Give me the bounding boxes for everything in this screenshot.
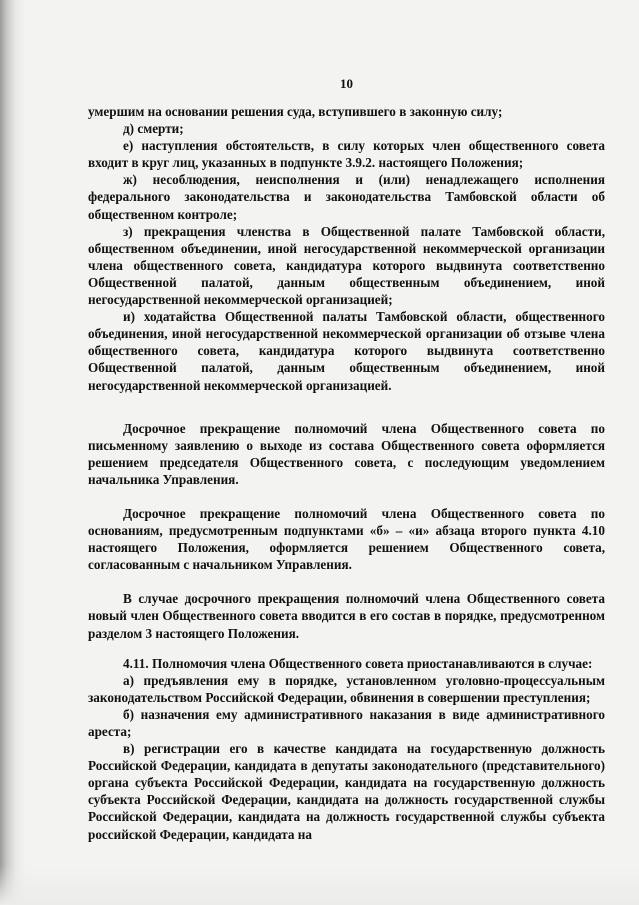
paragraph-continuation: умершим на основании решения суда, вступившего в законную силу; [88,104,503,119]
clause-4-11: 4.11. Полномочия члена Общественного совета приостанавливаются в случае: [123,655,593,671]
paragraph-early-termination-grounds: Досрочное прекращение полномочий члена Общественного совета по основаниям, предусмотренным подпунктами «б» – «и» абзаца второго пункта 4.10 настоящего Положения, оформляется решением Общественного совета, согласованным с начальником Управления. [88,505,605,573]
list-item-b: б) назначения ему административного наказания в виде административного ареста; [88,706,605,739]
page-number: 10 [340,76,353,91]
paragraph-new-member: В случае досрочного прекращения полномочий члена Общественного совета новый член Общественного совета вводится в его состав в порядке, предусмотренном разделом 3 настоящего Положения. [88,591,605,641]
document-body [88,103,605,843]
list-item-v: в) регистрации его в качестве кандидата на государственную должность Российской Федерации, кандидата в депутаты законодательного (представительного) органа субъекта Российской Федерации, кандидата на государственную должность субъекта Российской Федерации, кандидата на должность государственной службы Российской Федерации, кандидата на должность государственной службы субъекта российской Федерации, кандидата на [88,741,605,842]
paragraph-early-termination-application: Досрочное прекращение полномочий члена Общественного совета по письменному заявлению о выходе из состава Общественного совета оформляется решением председателя Общественного совета, с последующим уведомлением начальника Управления. [88,420,605,487]
list-item-d: д) смерти; [123,121,184,137]
list-item-a: а) предъявления ему в порядке, установленном уголовно-процессуальным законодательством Российской Федерации, обвинения в совершении преступления; [88,672,605,705]
list-item-zh: ж) несоблюдения, неисполнения и (или) ненадлежащего исполнения федерального законодательства и законодательства Тамбовской области об общественном контроле; [88,172,605,222]
scan-shadow-edge [0,0,26,905]
list-item-i: и) ходатайства Общественной палаты Тамбовской области, общественного объединения, иной негосударственной некоммерческой организации об отзыве члена общественного совета, кандидатура которого выдвинута соответственно Общественной палатой, данным общественным объединением, иной негосударственной некоммерческой организацией. [88,309,605,393]
list-item-z: з) прекращения членства в Общественной палате Тамбовской области, общественном объединении, иной негосударственной некоммерческой организации члена общественного совета, кандидатура которого выдвинута соответственно Общественной палатой, данным общественным объединением, иной негосударственной некоммерческой организацией; [88,223,605,308]
list-item-e: е) наступления обстоятельств, в силу которых член общественного совета входит в круг лиц, указанных в подпункте 3.9.2. настоящего Положения; [88,138,605,171]
scan-bottom-shade [0,865,639,905]
